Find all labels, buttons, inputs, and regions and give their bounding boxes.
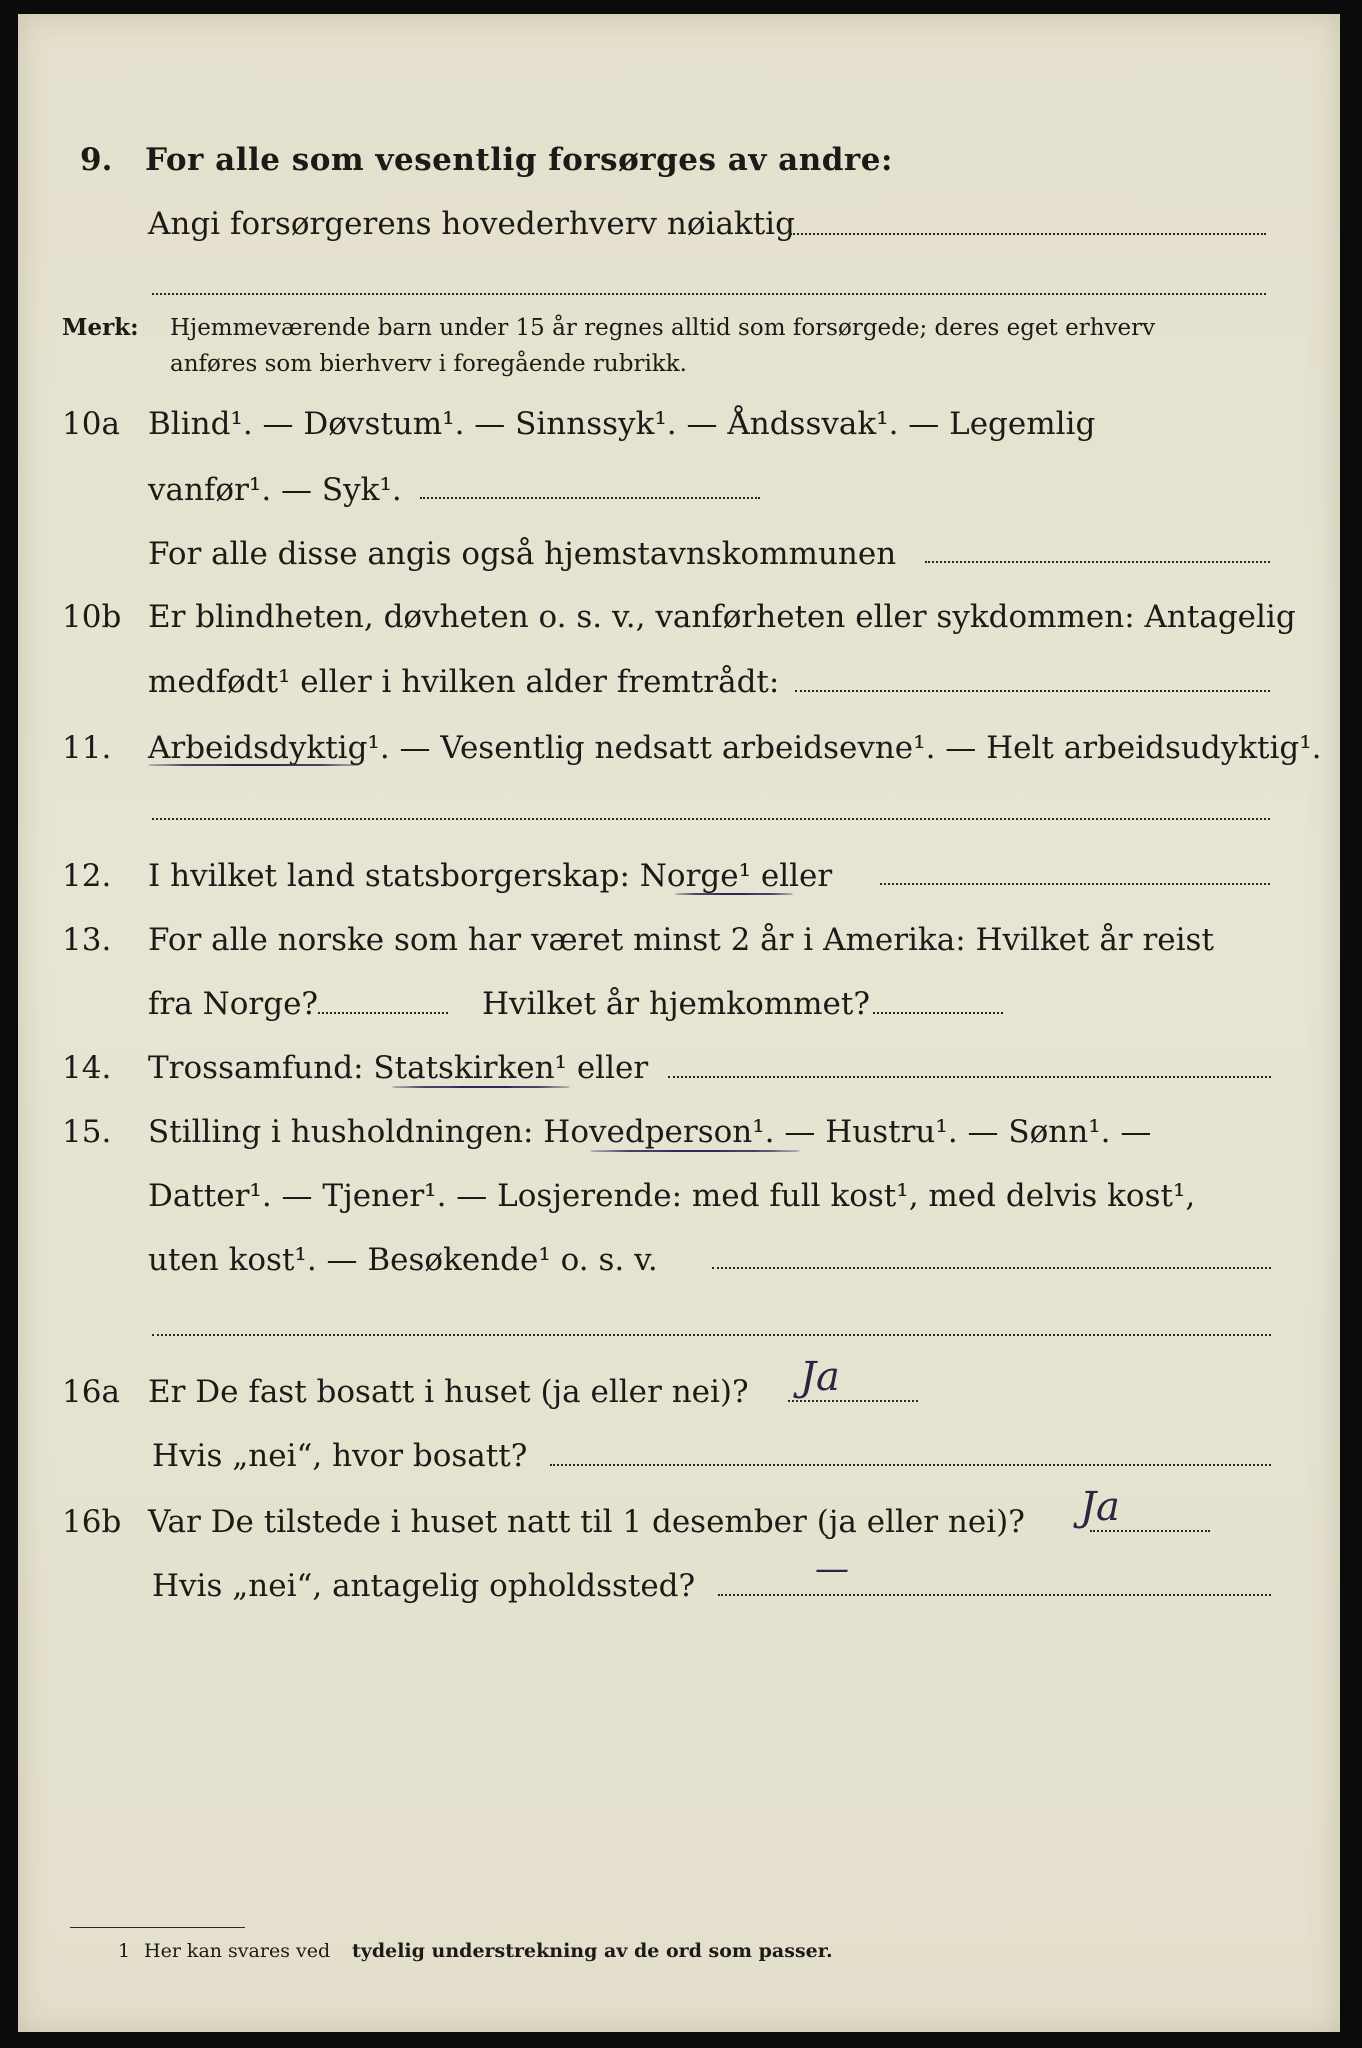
- q9-line: Angi forsørgerens hovederhverv nøiaktig: [148, 206, 795, 242]
- q13-line1: For alle norske som har været minst 2 år i Amerika: Hvilket år reist: [148, 922, 1214, 958]
- q12-number: 12.: [62, 858, 112, 894]
- answer-line: [790, 233, 1266, 235]
- q9-title: For alle som vesentlig forsørges av andre:: [145, 142, 893, 178]
- answer-line: [152, 1334, 1271, 1336]
- answer-line: [718, 1594, 1271, 1596]
- answer-line: [880, 883, 1270, 885]
- underline-mark: [675, 893, 793, 895]
- q11-number: 11.: [62, 730, 112, 766]
- q16b-line1: Var De tilstede i huset natt til 1 desember (ja eller nei)?: [148, 1504, 1025, 1540]
- answer-line: [873, 1012, 1003, 1014]
- q14-line1: Trossamfund: Statskirken¹ eller: [148, 1050, 649, 1086]
- merk-line2: anføres som bierhverv i foregående rubrikk.: [170, 351, 687, 377]
- q10a-line2: vanfør¹. — Syk¹.: [148, 472, 402, 508]
- answer-line: [795, 690, 1270, 692]
- answer-line: [712, 1267, 1271, 1269]
- answer-line: [668, 1076, 1271, 1078]
- answer-line: [925, 561, 1270, 563]
- answer-line: [152, 293, 1266, 295]
- q16a-line1: Er De fast bosatt i huset (ja eller nei)?: [148, 1374, 749, 1410]
- merk-line1: Hjemmeværende barn under 15 år regnes alltid som forsørgede; deres eget erhverv: [170, 315, 1156, 341]
- answer-line: [788, 1400, 918, 1402]
- merk-label: Merk:: [62, 314, 139, 341]
- footnote-bold: tydelig understrekning av de ord som passer.: [352, 1940, 833, 1962]
- answer-line: [550, 1464, 1271, 1466]
- q10b-line2: medfødt¹ eller i hvilken alder fremtrådt:: [148, 664, 780, 700]
- answer-line: [318, 1012, 448, 1014]
- q10a-number: 10a: [62, 406, 120, 442]
- q16b-number: 16b: [62, 1504, 122, 1540]
- q11-line1: Arbeidsdyktig¹. — Vesentlig nedsatt arbeidsevne¹. — Helt arbeidsudyktig¹.: [148, 730, 1322, 766]
- underline-mark: [392, 1086, 570, 1088]
- q16a-number: 16a: [62, 1374, 120, 1410]
- footnote-text: Her kan svares ved: [144, 1940, 331, 1962]
- q13-number: 13.: [62, 922, 112, 958]
- answer-line: [152, 818, 1270, 820]
- q15-line3: uten kost¹. — Besøkende¹ o. s. v.: [148, 1242, 658, 1278]
- footnote-rule: [70, 1927, 245, 1928]
- answer-line: [420, 497, 760, 499]
- handwritten-answer: —: [815, 1549, 849, 1589]
- q14-number: 14.: [62, 1050, 112, 1086]
- q10b-number: 10b: [62, 599, 122, 635]
- footnote-mark: 1: [118, 1940, 131, 1962]
- q16b-line2: Hvis „nei“, antagelig opholdssted?: [152, 1568, 696, 1604]
- q13-line2a: fra Norge?: [148, 986, 319, 1022]
- q9-number: 9.: [80, 142, 113, 178]
- q13-line2b: Hvilket år hjemkommet?: [482, 986, 870, 1022]
- q15-number: 15.: [62, 1114, 112, 1150]
- underline-mark: [590, 1150, 800, 1152]
- q15-line1: Stilling i husholdningen: Hovedperson¹. — Hustru¹. — Sønn¹. —: [148, 1114, 1152, 1150]
- q10a-line1: Blind¹. — Døvstum¹. — Sinnssyk¹. — Åndssvak¹. — Legemlig: [148, 406, 1096, 442]
- handwritten-answer: Ja: [1080, 1484, 1120, 1530]
- q10b-line1: Er blindheten, døvheten o. s. v., vanførheten eller sykdommen: Antagelig: [148, 599, 1296, 635]
- answer-line: [1090, 1530, 1210, 1532]
- q15-line2: Datter¹. — Tjener¹. — Losjerende: med full kost¹, med delvis kost¹,: [148, 1178, 1196, 1214]
- handwritten-answer: Ja: [800, 1354, 840, 1400]
- underline-mark: [148, 764, 360, 766]
- q16a-line2: Hvis „nei“, hvor bosatt?: [152, 1438, 528, 1474]
- q12-line1: I hvilket land statsborgerskap: Norge¹ eller: [148, 858, 833, 894]
- q10a-line3: For alle disse angis også hjemstavnskommunen: [148, 536, 897, 572]
